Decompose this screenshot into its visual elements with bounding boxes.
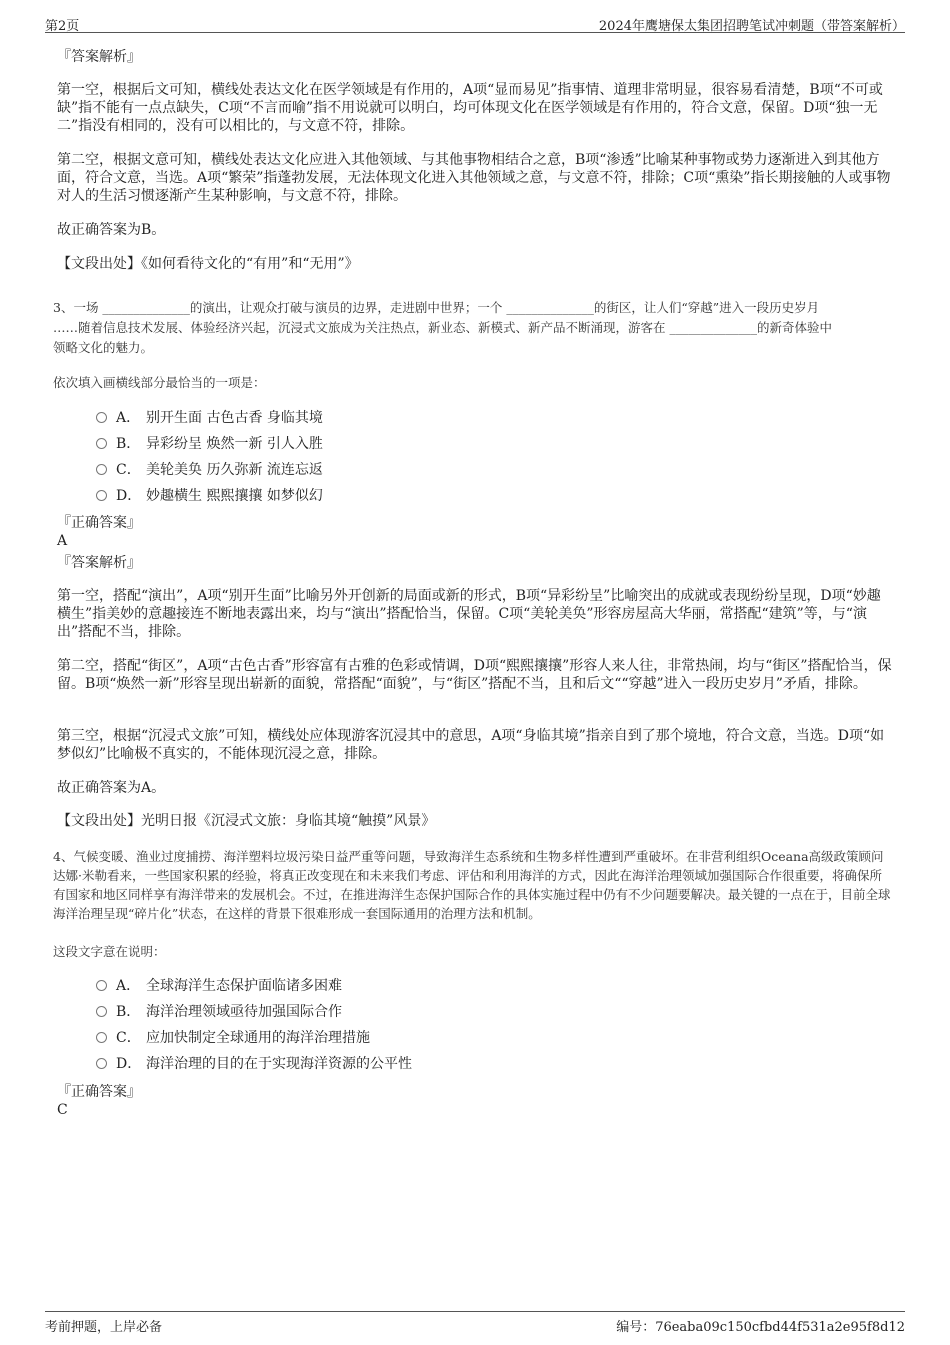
q3-answer-label: 『正确答案』 xyxy=(57,515,141,531)
radio-icon[interactable] xyxy=(96,1006,107,1017)
document-title: 2024年鹰塘保太集团招聘笔试冲刺题（带答案解析） xyxy=(598,19,905,34)
q3-option-d[interactable]: D． 妙趣横生 熙熙攘攘 如梦似幻 xyxy=(96,487,323,505)
q2-analysis-p1: 第一空，根据后文可知，横线处表达文化在医学领域是有作用的，A项“显而易见”指事情、道理非常明显，很容易看清楚，B项“不可或缺”指不能有一点点缺失，C项“不言而喻”指不用说就可以明白，均可体现文化在医学领域是有作用的，符合文意，保留。D项“独一无二”指没有相同的，没有可以相比的，与文意不符，排除。 xyxy=(57,82,883,134)
q3-option-a[interactable]: A． 别开生面 古色古香 身临其境 xyxy=(96,409,323,427)
document-id: 编号：76eaba09c150cfbd44f531a2e95f8d12 xyxy=(616,1320,905,1335)
page-header xyxy=(45,12,905,33)
radio-icon[interactable] xyxy=(96,1032,107,1043)
q3-analysis-p2: 第二空，搭配“街区”，A项“古色古香”形容富有古雅的色彩或情调，D项“熙熙攘攘”形容人来人往，非常热闹，均与“街区”搭配恰当，保留。B项“焕然一新”形容呈现出崭新的面貌，常搭配“面貌”，与“街区”搭配不当，且和后文““穿越”进入一段历史岁月”矛盾，排除。 xyxy=(57,658,892,692)
footer-slogan: 考前押题，上岸必备 xyxy=(45,1320,163,1335)
q3-analysis-p3: 第三空，根据“沉浸式文旅”可知，横线处应体现游客沉浸其中的意思，A项“身临其境”指亲自到了那个境地，符合文意，当选。D项“如梦似幻”比喻极不真实的，不能体现沉浸之意，排除。 xyxy=(57,728,885,762)
q3-option-b[interactable]: B． 异彩纷呈 焕然一新 引人入胜 xyxy=(96,435,323,453)
q3-stem-line1: 3、一场 ______________的演出，让观众打破与演员的边界，走进剧中世界；一个 ______________的街区，让人们“穿越”进入一段历史岁月 xyxy=(53,300,820,315)
q2-analysis-label: 『答案解析』 xyxy=(57,49,141,65)
q3-stem-line3: 领略文化的魅力。 xyxy=(53,340,154,355)
q2-source: 【文段出处】《如何看待文化的“有用”和“无用”》 xyxy=(57,256,359,272)
q3-answer: A xyxy=(57,533,68,549)
q4-option-d[interactable]: D． 海洋治理的目的在于实现海洋资源的公平性 xyxy=(96,1055,412,1073)
q4-stem: 4、气候变暖、渔业过度捕捞、海洋塑料垃圾污染日益严重等问题，导致海洋生态系统和生物多样性遭到严重破坏。在非营利组织Oceana高级政策顾问达娜·米勒看来，一些国家积累的经验，将真正改变现在和未来我们考虑、评估和利用海洋的方式，因此在海洋治理领域加强国际合作很重要，将确保所有国家和地区同样享有海洋带来的发展机会。不过，在推进海洋生态保护国际合作的具体实施过程中仍有不少问题要解决。最关键的一点在于，目前全球海洋治理呈现“碎片化”状态，在这样的背景下很难形成一套国际通用的治理方法和机制。 xyxy=(53,849,891,921)
radio-icon[interactable] xyxy=(96,490,107,501)
radio-icon[interactable] xyxy=(96,464,107,475)
q2-analysis-p2: 第二空，根据文意可知，横线处表达文化应进入其他领域、与其他事物相结合之意，B项“渗透”比喻某种事物或势力逐渐进入到其他方面，符合文意，当选。A项“繁荣”指蓬勃发展，无法体现文化进入其他领域之意，与文意不符，排除；C项“熏染”指长期接触的人或事物对人的生活习惯逐渐产生某种影响，与文意不符，排除。 xyxy=(57,152,891,204)
q4-option-b[interactable]: B． 海洋治理领域亟待加强国际合作 xyxy=(96,1003,342,1021)
q4-answer: C xyxy=(57,1102,68,1118)
radio-icon[interactable] xyxy=(96,412,107,423)
q3-conclusion: 故正确答案为A。 xyxy=(57,780,166,796)
q3-source: 【文段出处】光明日报《沉浸式文旅：身临其境“触摸”风景》 xyxy=(57,813,436,829)
q4-option-a[interactable]: A． 全球海洋生态保护面临诸多困难 xyxy=(96,977,342,995)
q2-conclusion: 故正确答案为B。 xyxy=(57,222,166,238)
q3-analysis-p1: 第一空，搭配“演出”，A项“别开生面”比喻另外开创新的局面或新的形式，B项“异彩纷呈”比喻突出的成就或表现纷纷呈现，D项“妙趣横生”指美妙的意趣接连不断地表露出来，均与“演出”搭配恰当，保留。C项“美轮美奂”形容房屋高大华丽，常搭配“建筑”等，与“演出”搭配不当，排除。 xyxy=(57,588,881,640)
page-footer xyxy=(45,1311,905,1334)
q3-question: 依次填入画横线部分最恰当的一项是： xyxy=(53,375,266,390)
radio-icon[interactable] xyxy=(96,980,107,991)
q3-stem-line2: ……随着信息技术发展、体验经济兴起，沉浸式文旅成为关注热点，新业态、新模式、新产品不断涌现，游客在 ______________的新奇体验中 xyxy=(53,320,832,335)
radio-icon[interactable] xyxy=(96,438,107,449)
radio-icon[interactable] xyxy=(96,1058,107,1069)
q4-answer-label: 『正确答案』 xyxy=(57,1084,141,1100)
q4-question: 这段文字意在说明： xyxy=(53,944,166,959)
q4-option-c[interactable]: C． 应加快制定全球通用的海洋治理措施 xyxy=(96,1029,370,1047)
q3-option-c[interactable]: C． 美轮美奂 历久弥新 流连忘返 xyxy=(96,461,323,479)
page-number: 第2页 xyxy=(45,19,80,34)
q3-analysis-label: 『答案解析』 xyxy=(57,555,141,571)
